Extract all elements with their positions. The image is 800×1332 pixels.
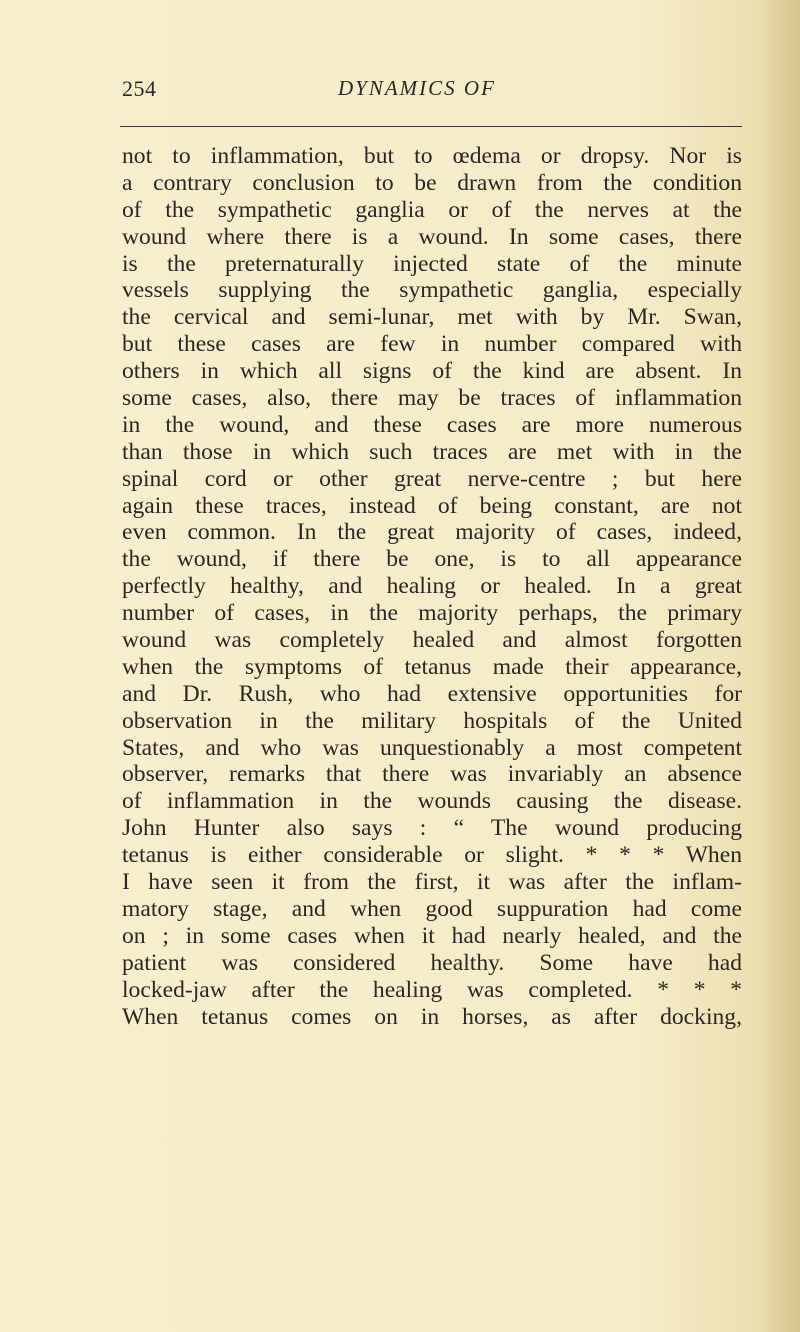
page-number: 254 [122, 76, 157, 101]
text-line: locked-jaw after the healing was completed. * * * [122, 976, 742, 1003]
text-line: wound where there is a wound. In some cases, there [122, 223, 742, 250]
text-line: matory stage, and when good suppuration had come [122, 895, 742, 922]
text-line: a contrary conclusion to be drawn from the condition [122, 169, 742, 196]
running-title: DYNAMICS OF [338, 76, 496, 100]
body-text [122, 143, 742, 1030]
text-line: than those in which such traces are met with in the [122, 438, 742, 465]
text-line: John Hunter also says : “ The wound producing [122, 815, 742, 842]
page-edge-shading [760, 0, 800, 1332]
text-line: States, and who was unquestionably a most competent [122, 734, 742, 761]
header-rule [120, 126, 742, 127]
text-line: wound was completely healed and almost forgotten [122, 627, 742, 654]
running-head [0, 64, 800, 112]
text-line: others in which all signs of the kind are absent. In [122, 358, 742, 385]
text-line: on ; in some cases when it had nearly healed, and the [122, 922, 742, 949]
text-line: even common. In the great majority of cases, indeed, [122, 519, 742, 546]
text-line: again these traces, instead of being constant, are not [122, 492, 742, 519]
text-line: but these cases are few in number compared with [122, 331, 742, 358]
text-line: patient was considered healthy. Some have had [122, 949, 742, 976]
text-line: vessels supplying the sympathetic ganglia, especially [122, 277, 742, 304]
text-line: observation in the military hospitals of the United [122, 707, 742, 734]
text-line: in the wound, and these cases are more numerous [122, 411, 742, 438]
text-line: some cases, also, there may be traces of inflammation [122, 385, 742, 412]
text-line: not to inflammation, but to œdema or dropsy. Nor is [122, 143, 742, 169]
text-line: of the sympathetic ganglia or of the nerves at the [122, 196, 742, 223]
text-line: the wound, if there be one, is to all appearance [122, 546, 742, 573]
text-line: and Dr. Rush, who had extensive opportunities for [122, 680, 742, 707]
text-line: spinal cord or other great nerve-centre ; but here [122, 465, 742, 492]
text-line: observer, remarks that there was invariably an absence [122, 761, 742, 788]
text-line: number of cases, in the majority perhaps, the primary [122, 600, 742, 627]
text-line: When tetanus comes on in horses, as after docking, [122, 1003, 742, 1030]
text-line: I have seen it from the first, it was after the inflam- [122, 869, 742, 896]
text-line: the cervical and semi-lunar, met with by Mr. Swan, [122, 304, 742, 331]
text-line: perfectly healthy, and healing or healed. In a great [122, 573, 742, 600]
text-line: when the symptoms of tetanus made their appearance, [122, 653, 742, 680]
text-line: of inflammation in the wounds causing the disease. [122, 788, 742, 815]
text-line: is the preternaturally injected state of the minute [122, 250, 742, 277]
text-line: tetanus is either considerable or slight. * * * When [122, 842, 742, 869]
